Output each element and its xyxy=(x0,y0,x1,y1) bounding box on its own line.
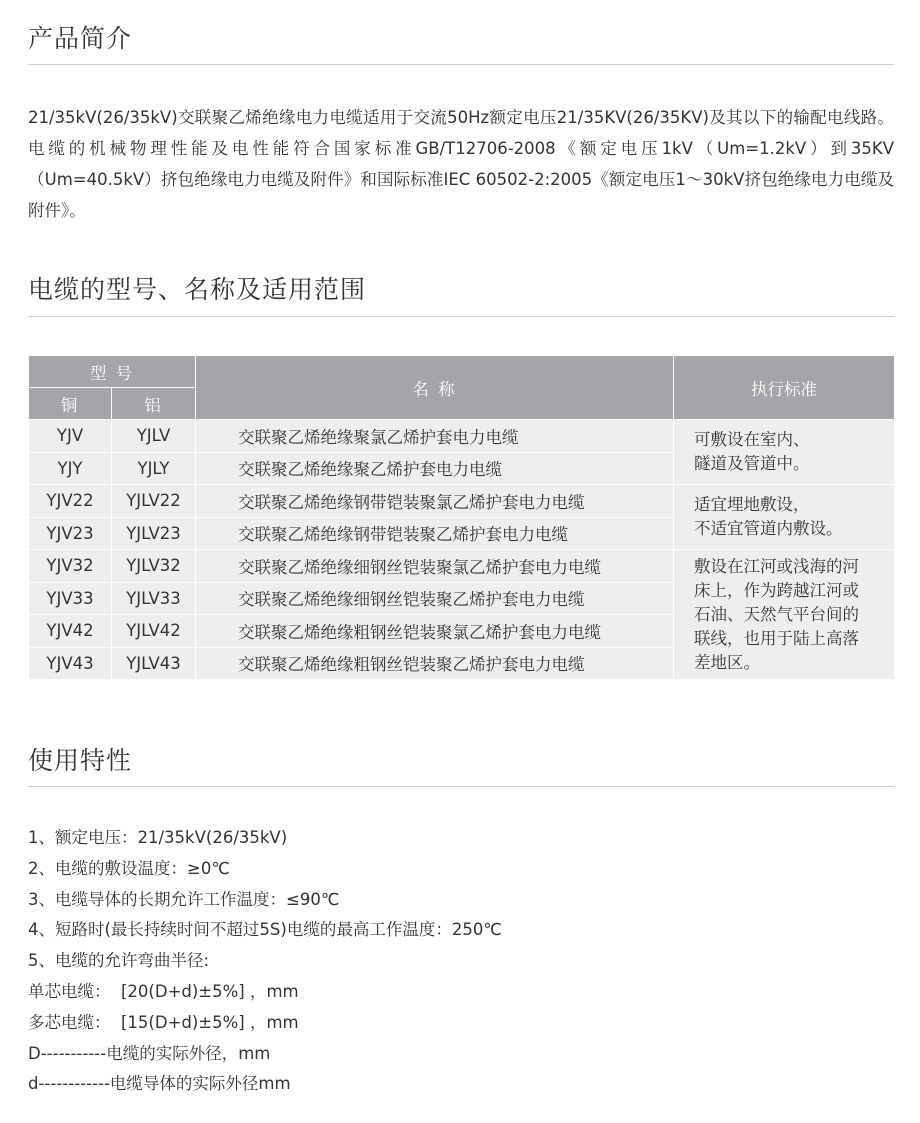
aluminum-model: YJLV43 xyxy=(112,647,196,680)
copper-model: YJV xyxy=(29,420,112,453)
aluminum-model: YJLV42 xyxy=(112,615,196,648)
list-item: 4、短路时(最长持续时间不超过5S)电缆的最高工作温度：250℃ xyxy=(28,920,502,940)
list-item: D-----------电缆的实际外径，mm xyxy=(28,1043,271,1063)
header-standard: 执行标准 xyxy=(674,356,895,420)
standard-cell: 敷设在江河或浅海的河 床上，作为跨越江河或 石油、天然气平台间的 联线，也用于陆上高落 差地区。 xyxy=(674,550,895,680)
cable-name: 交联聚乙烯绝缘聚乙烯护套电力电缆 xyxy=(196,452,674,485)
intro-divider xyxy=(28,64,894,65)
features-section-title: 使用特性 xyxy=(28,746,133,775)
intro-section-title: 产品简介 xyxy=(28,24,133,53)
table-row xyxy=(29,485,895,518)
standard-cell: 适宜埋地敷设， 不适宜管道内敷设。 xyxy=(674,485,895,550)
aluminum-model: YJLV32 xyxy=(112,550,196,583)
models-section-title: 电缆的型号、名称及适用范围 xyxy=(28,275,367,304)
intro-paragraph: 21/35kV(26/35kV)交联聚乙烯绝缘电力电缆适用于交流50Hz额定电压21/35KV(26/35KV)及其以下的输配电线路。电缆的机械物理性能及电性能符合国家标准GB/T12706-2008《额定电压1kV（Um=1.2kV）到35KV（Um=40.5kV）挤包绝缘电力电缆及附件》和国际标准IEC 60502-2:2005《额定电压1～30kV挤包绝缘电力电缆及附件》。 xyxy=(28,108,894,220)
copper-model: YJV33 xyxy=(29,582,112,615)
models-divider xyxy=(28,316,894,317)
list-item: 单芯电缆： [20(D+d)±5%] ，mm xyxy=(28,981,299,1001)
copper-model: YJV32 xyxy=(29,550,112,583)
list-item: 5、电缆的允许弯曲半径: xyxy=(28,951,210,971)
cable-name: 交联聚乙烯绝缘钢带铠装聚乙烯护套电力电缆 xyxy=(196,517,674,550)
table-row xyxy=(29,420,895,453)
copper-model: YJV42 xyxy=(29,615,112,648)
list-item: 2、电缆的敷设温度：≥0℃ xyxy=(28,858,230,878)
list-item: 1、额定电压：21/35kV(26/35kV) xyxy=(28,828,288,847)
header-copper: 铜 xyxy=(29,388,112,420)
cable-name: 交联聚乙烯绝缘钢带铠装聚氯乙烯护套电力电缆 xyxy=(196,485,674,518)
cable-model-table xyxy=(28,355,895,680)
cable-name: 交联聚乙烯绝缘细钢丝铠装聚乙烯护套电力电缆 xyxy=(196,582,674,615)
cable-name: 交联聚乙烯绝缘聚氯乙烯护套电力电缆 xyxy=(196,420,674,453)
cable-name: 交联聚乙烯绝缘粗钢丝铠装聚乙烯护套电力电缆 xyxy=(196,647,674,680)
list-item: 3、电缆导体的长期允许工作温度：≤90℃ xyxy=(28,889,340,909)
features-divider xyxy=(28,786,894,787)
feature-list xyxy=(28,823,502,1100)
list-item: d------------电缆导体的实际外径mm xyxy=(28,1074,291,1094)
aluminum-model: YJLV23 xyxy=(112,517,196,550)
header-model: 型 号 xyxy=(29,356,196,388)
copper-model: YJY xyxy=(29,452,112,485)
aluminum-model: YJLY xyxy=(112,452,196,485)
copper-model: YJV23 xyxy=(29,517,112,550)
cable-name: 交联聚乙烯绝缘粗钢丝铠装聚氯乙烯护套电力电缆 xyxy=(196,615,674,648)
header-name: 名 称 xyxy=(196,356,674,420)
list-item: 多芯电缆： [15(D+d)±5%] ，mm xyxy=(28,1012,299,1032)
standard-cell: 可敷设在室内、 隧道及管道中。 xyxy=(674,420,895,485)
copper-model: YJV22 xyxy=(29,485,112,518)
aluminum-model: YJLV33 xyxy=(112,582,196,615)
copper-model: YJV43 xyxy=(29,647,112,680)
cable-name: 交联聚乙烯绝缘细钢丝铠装聚氯乙烯护套电力电缆 xyxy=(196,550,674,583)
aluminum-model: YJLV xyxy=(112,420,196,453)
aluminum-model: YJLV22 xyxy=(112,485,196,518)
table-row xyxy=(29,550,895,583)
header-aluminum: 铝 xyxy=(112,388,196,420)
